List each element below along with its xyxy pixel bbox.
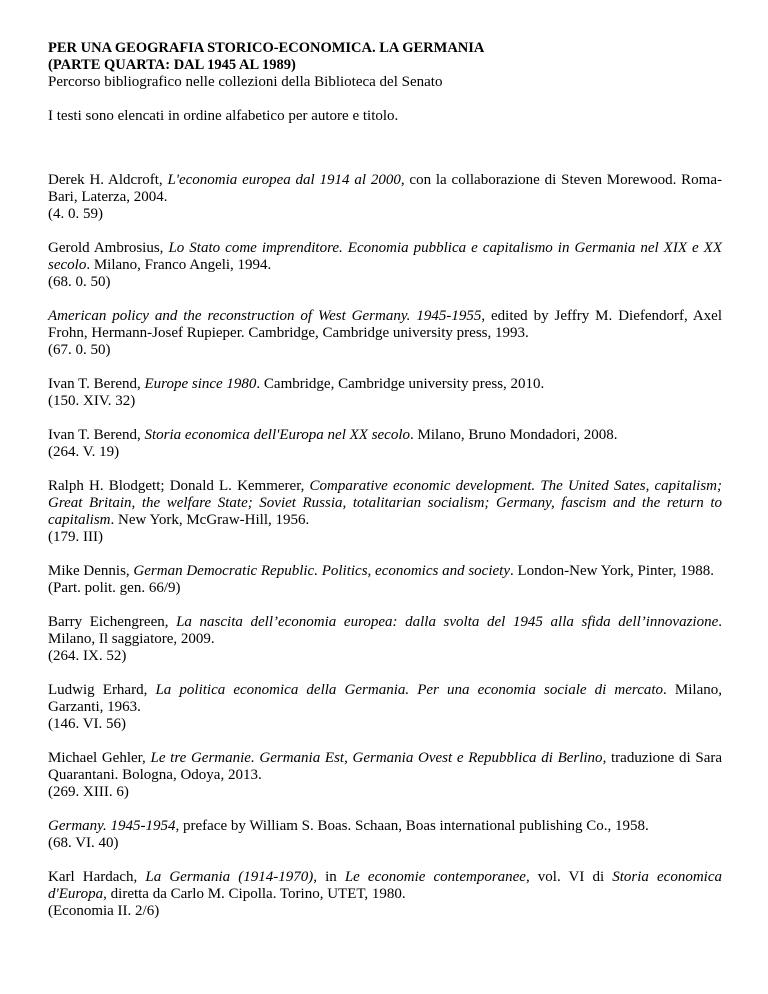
document-title-line-2: (PARTE QUARTA: DAL 1945 AL 1989) <box>48 57 296 73</box>
entry-title: Le tre Germanie. Germania Est, Germania Ovest e Repubblica di Berlino <box>150 750 603 766</box>
entry-author: Michael Gehler, <box>48 750 151 766</box>
ordering-note: I testi sono elencati in ordine alfabetico per autore e titolo. <box>48 108 399 124</box>
entry-publication: , traduzione di Sara Quarantani. Bologna, Odoya, 2013. <box>48 750 722 783</box>
entry-author: Barry Eichengreen, <box>48 614 177 630</box>
entry-shelfmark: (150. XIV. 32) <box>48 393 136 409</box>
document-subtitle: Percorso bibliografico nelle collezioni della Biblioteca del Senato <box>48 74 443 90</box>
bibliography-entry <box>48 376 722 410</box>
entry-title: Storia economica dell'Europa nel XX secolo <box>144 427 411 443</box>
entry-author: Karl Hardach, <box>48 869 146 885</box>
entry-series-title: Storia economica d'Europa <box>48 869 722 902</box>
entry-publication: . New York, McGraw-Hill, 1956. <box>110 512 310 528</box>
entry-title: German Democratic Republic. Politics, economics and society <box>133 563 510 579</box>
entry-shelfmark: (264. V. 19) <box>48 444 120 460</box>
entry-title: La Germania (1914-1970) <box>145 869 314 885</box>
entry-title: Europe since 1980 <box>144 376 257 392</box>
entry-shelfmark: (264. IX. 52) <box>48 648 127 664</box>
bibliography-entry <box>48 172 722 223</box>
entry-publication: , preface by William S. Boas. Schaan, Boas international publishing Co., 1958. <box>175 818 649 834</box>
entry-author: Mike Dennis, <box>48 563 134 579</box>
entry-shelfmark: (Economia II. 2/6) <box>48 903 160 919</box>
entry-title: La nascita dell’economia europea: dalla svolta del 1945 alla sfida dell’innovazione <box>176 614 719 630</box>
bibliography-entry <box>48 818 722 852</box>
entry-title: L'economia europea dal 1914 al 2000 <box>167 172 401 188</box>
entry-shelfmark: (179. III) <box>48 529 103 545</box>
entry-author: Ludwig Erhard, <box>48 682 156 698</box>
bibliography-list <box>48 172 722 937</box>
entry-title: Comparative economic development. The United Sates, capitalism; Great Britain, the welfare State; Soviet Russia, totalitarian socialism; Germany, fascism and the return to capitalism <box>48 478 722 528</box>
entry-publication: , in <box>313 869 345 885</box>
entry-title: American policy and the reconstruction of West Germany. 1945-1955 <box>48 308 482 324</box>
bibliography-entry <box>48 682 722 733</box>
entry-title: Lo Stato come imprenditore. Economia pubblica e capitalismo in Germania nel XIX e XX secolo <box>48 240 722 273</box>
entry-publication: . Milano, Franco Angeli, 1994. <box>86 257 272 273</box>
entry-author: Gerold Ambrosius, <box>48 240 169 256</box>
document-header <box>48 40 722 125</box>
document-title-line-1: PER UNA GEOGRAFIA STORICO-ECONOMICA. LA GERMANIA <box>48 40 485 56</box>
entry-publication: , edited by Jeffry M. Diefendorf, Axel Frohn, Hermann-Josef Rupieper. Cambridge, Cambridge university press, 1993. <box>48 308 722 341</box>
entry-title: Germany. 1945-1954 <box>48 818 176 834</box>
entry-title-secondary: Le economie contemporanee <box>344 869 526 885</box>
entry-shelfmark: (Part. polit. gen. 66/9) <box>48 580 181 596</box>
bibliography-entry <box>48 308 722 359</box>
entry-shelfmark: (4. 0. 59) <box>48 206 103 222</box>
bibliography-entry <box>48 869 722 920</box>
entry-author: Ivan T. Berend, <box>48 427 145 443</box>
entry-publication-details: , diretta da Carlo M. Cipolla. Torino, UTET, 1980. <box>103 886 406 902</box>
entry-shelfmark: (146. VI. 56) <box>48 716 127 732</box>
bibliography-entry <box>48 750 722 801</box>
entry-publication: , con la collaborazione di Steven Morewood. Roma-Bari, Laterza, 2004. <box>48 172 722 205</box>
entry-publication: . Milano, Garzanti, 1963. <box>48 682 722 715</box>
entry-shelfmark: (269. XIII. 6) <box>48 784 129 800</box>
entry-author: Ivan T. Berend, <box>48 376 145 392</box>
entry-shelfmark: (68. VI. 40) <box>48 835 119 851</box>
bibliography-entry <box>48 563 722 597</box>
entry-author: Ralph H. Blodgett; Donald L. Kemmerer, <box>48 478 310 494</box>
bibliography-entry <box>48 478 722 546</box>
entry-shelfmark: (67. 0. 50) <box>48 342 111 358</box>
entry-publication: . Milano, Il saggiatore, 2009. <box>48 614 723 647</box>
entry-shelfmark: (68. 0. 50) <box>48 274 111 290</box>
entry-publication-secondary: , vol. VI di <box>525 869 613 885</box>
entry-author: Derek H. Aldcroft, <box>48 172 168 188</box>
bibliography-entry <box>48 240 722 291</box>
entry-publication: . London-New York, Pinter, 1988. <box>510 563 714 579</box>
entry-publication: . Cambridge, Cambridge university press, 2010. <box>256 376 545 392</box>
entry-title: La politica economica della Germania. Per una economia sociale di mercato <box>155 682 664 698</box>
entry-publication: . Milano, Bruno Mondadori, 2008. <box>410 427 618 443</box>
bibliography-entry <box>48 427 722 461</box>
bibliography-entry <box>48 614 722 665</box>
